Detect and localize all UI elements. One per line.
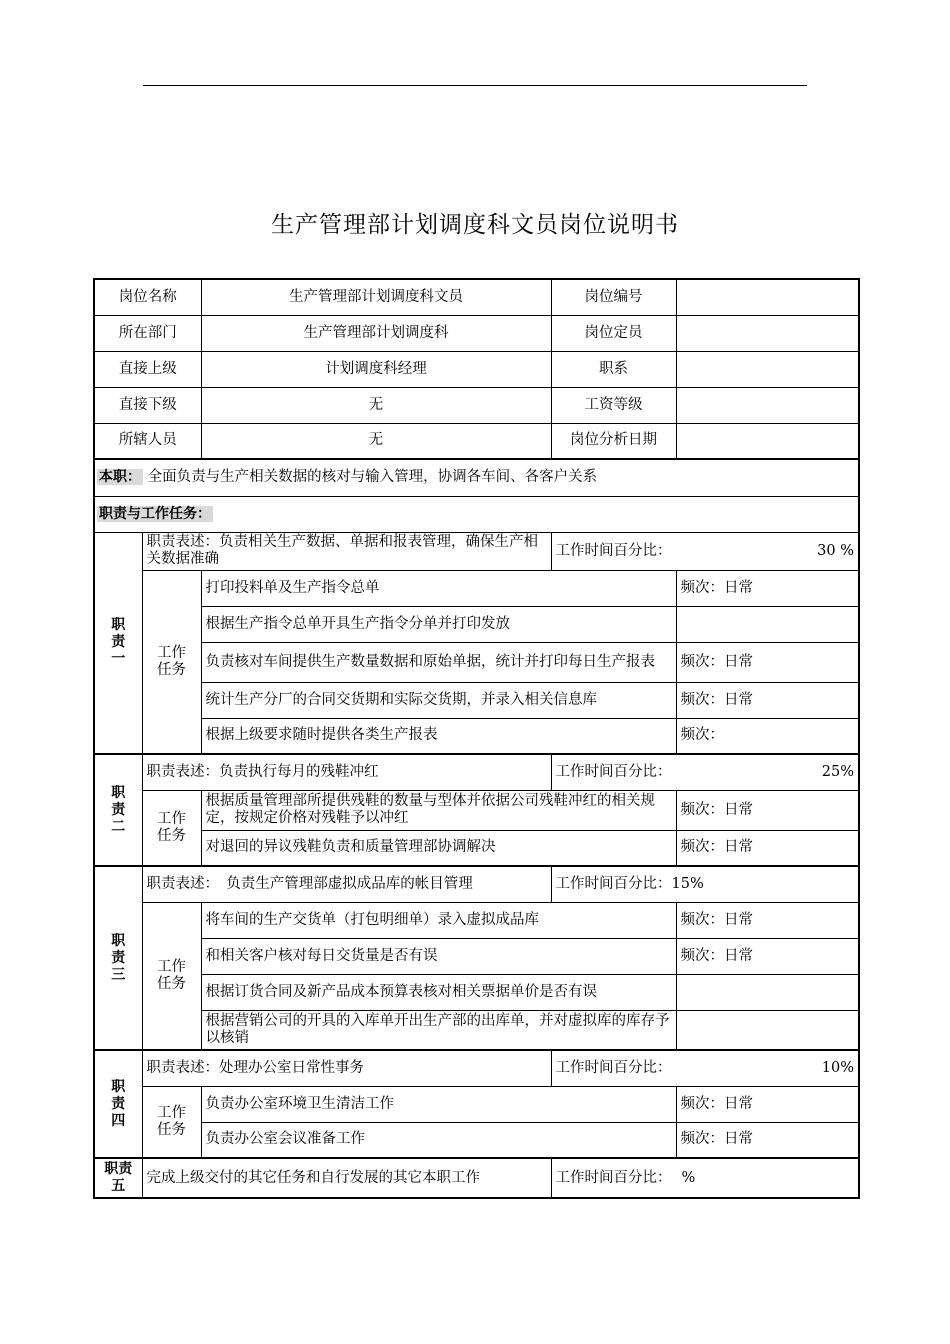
duty-3-pct-label: 工作时间百分比： <box>555 875 672 892</box>
duty-4-task-2-freq: 频次：日常 <box>676 1122 859 1158</box>
core-duty-label: 本职： <box>99 469 141 486</box>
position-name-value: 生产管理部计划调度科文员 <box>201 279 551 315</box>
duty-1-task-1-freq: 频次：日常 <box>676 570 859 606</box>
duty-5-pct <box>551 1158 859 1198</box>
duty-2-task-2: 对退回的异议残鞋负责和质量管理部协调解决 <box>201 830 676 866</box>
duty-1-name: 职 责 一 <box>94 532 142 754</box>
duty-1-task-4-freq: 频次：日常 <box>676 682 859 718</box>
department-value: 生产管理部计划调度科 <box>201 315 551 351</box>
duty-3-pct-value: 15% <box>671 875 704 892</box>
duty-1-pct <box>551 532 859 570</box>
page-title: 生产管理部计划调度科文员岗位说明书 <box>271 212 679 238</box>
row-superior <box>94 351 859 387</box>
duty-4-desc-row <box>94 1050 859 1086</box>
superior-value: 计划调度科经理 <box>201 351 551 387</box>
duty-3-task-1: 将车间的生产交货单（打包明细单）录入虚拟成品库 <box>201 902 676 938</box>
table-row <box>94 830 859 866</box>
duty-2-name: 职 责 二 <box>94 754 142 866</box>
table-row <box>94 790 859 830</box>
header-rule <box>143 85 807 86</box>
duty-2-task-2-freq: 频次：日常 <box>676 830 859 866</box>
duty-3-task-4-freq <box>676 1010 859 1050</box>
table-row <box>94 1010 859 1050</box>
analysis-date-value <box>676 423 859 459</box>
duties-header-label: 职责与工作任务： <box>99 505 211 522</box>
duty-1-task-5: 根据上级要求随时提供各类生产报表 <box>201 718 676 754</box>
duty-5-row <box>94 1158 859 1198</box>
table-row <box>94 974 859 1010</box>
staff-label: 所辖人员 <box>94 423 201 459</box>
duty-4-pct-label: 工作时间百分比： <box>555 1059 672 1076</box>
duty-4-task-label: 工作 任务 <box>142 1086 201 1158</box>
duty-3-task-3-freq <box>676 974 859 1010</box>
analysis-date-label: 岗位分析日期 <box>551 423 676 459</box>
duty-1-pct-value: 30 % <box>817 542 854 559</box>
duty-3-task-2-freq: 频次：日常 <box>676 938 859 974</box>
duty-1-task-4: 统计生产分厂的合同交货期和实际交货期，并录入相关信息库 <box>201 682 676 718</box>
row-subordinate <box>94 387 859 423</box>
duty-2-task-label: 工作 任务 <box>142 790 201 866</box>
row-department <box>94 315 859 351</box>
row-core-duty <box>94 459 859 496</box>
duty-3-task-3: 根据订货合同及新产品成本预算表核对相关票据单价是否有误 <box>201 974 676 1010</box>
position-no-value <box>676 279 859 315</box>
position-name-label: 岗位名称 <box>94 279 201 315</box>
job-family-value <box>676 351 859 387</box>
duty-2-desc: 职责表述：负责执行每月的残鞋冲红 <box>142 754 551 790</box>
duty-1-task-1: 打印投料单及生产指令总单 <box>201 570 676 606</box>
headcount-label: 岗位定员 <box>551 315 676 351</box>
duty-4-pct <box>551 1050 859 1086</box>
duty-4-task-1-freq: 频次：日常 <box>676 1086 859 1122</box>
duty-4-desc: 职责表述：处理办公室日常性事务 <box>142 1050 551 1086</box>
core-duty-text: 全面负责与生产相关数据的核对与输入管理，协调各车间、各客户关系 <box>147 469 598 486</box>
duty-1-task-5-freq: 频次： <box>676 718 859 754</box>
row-position-name <box>94 279 859 315</box>
table-row <box>94 718 859 754</box>
department-label: 所在部门 <box>94 315 201 351</box>
duty-3-task-1-freq: 频次：日常 <box>676 902 859 938</box>
table-row <box>94 902 859 938</box>
duty-1-desc: 职责表述：负责相关生产数据、单据和报表管理，确保生产相关数据准确 <box>142 532 551 570</box>
duty-3-desc: 职责表述： 负责生产管理部虚拟成品库的帐目管理 <box>142 866 551 902</box>
duty-2-pct <box>551 754 859 790</box>
duty-3-task-label: 工作 任务 <box>142 902 201 1050</box>
superior-label: 直接上级 <box>94 351 201 387</box>
duty-4-name: 职 责 四 <box>94 1050 142 1158</box>
duty-1-pct-label: 工作时间百分比： <box>555 542 672 559</box>
duties-header <box>94 496 859 532</box>
duty-5-pct-label: 工作时间百分比： <box>555 1169 672 1186</box>
table-row <box>94 642 859 682</box>
table-row <box>94 1122 859 1158</box>
row-staff <box>94 423 859 459</box>
table-row <box>94 570 859 606</box>
row-duties-header <box>94 496 859 532</box>
duty-1-desc-row <box>94 532 859 570</box>
position-no-label: 岗位编号 <box>551 279 676 315</box>
table-row <box>94 682 859 718</box>
subordinate-value: 无 <box>201 387 551 423</box>
duty-2-desc-row <box>94 754 859 790</box>
subordinate-label: 直接下级 <box>94 387 201 423</box>
duty-5-desc: 完成上级交付的其它任务和自行发展的其它本职工作 <box>142 1158 551 1198</box>
duty-2-task-1: 根据质量管理部所提供残鞋的数量与型体并依据公司残鞋冲红的相关规定，按规定价格对残鞋予以冲红 <box>201 790 676 830</box>
duty-4-task-2: 负责办公室会议准备工作 <box>201 1122 676 1158</box>
duty-2-pct-label: 工作时间百分比： <box>555 763 672 780</box>
job-description-table <box>93 278 860 1199</box>
duty-1-task-2-freq <box>676 606 859 642</box>
duty-1-task-3: 负责核对车间提供生产数量数据和原始单据，统计并打印每日生产报表 <box>201 642 676 682</box>
duty-2-pct-value: 25% <box>821 763 854 780</box>
table-row <box>94 938 859 974</box>
core-duty <box>94 459 859 496</box>
duty-1-task-label: 工作 任务 <box>142 570 201 754</box>
table-row <box>94 1086 859 1122</box>
duty-1-task-2: 根据生产指令总单开具生产指令分单并打印发放 <box>201 606 676 642</box>
duty-4-task-1: 负责办公室环境卫生清洁工作 <box>201 1086 676 1122</box>
duty-2-task-1-freq: 频次：日常 <box>676 790 859 830</box>
duty-3-task-4: 根据营销公司的开具的入库单开出生产部的出库单，并对虚拟库的库存予以核销 <box>201 1010 676 1050</box>
salary-grade-value <box>676 387 859 423</box>
duty-3-name: 职 责 三 <box>94 866 142 1050</box>
job-family-label: 职系 <box>551 351 676 387</box>
duty-5-pct-value: % <box>681 1169 696 1186</box>
headcount-value <box>676 315 859 351</box>
duty-4-pct-value: 10% <box>821 1059 854 1076</box>
staff-value: 无 <box>201 423 551 459</box>
duty-1-task-3-freq: 频次：日常 <box>676 642 859 682</box>
table-row <box>94 606 859 642</box>
duty-3-task-2: 和相关客户核对每日交货量是否有误 <box>201 938 676 974</box>
duty-3-pct <box>551 866 859 902</box>
duty-3-desc-row <box>94 866 859 902</box>
salary-grade-label: 工资等级 <box>551 387 676 423</box>
duty-5-name: 职责 五 <box>94 1158 142 1198</box>
